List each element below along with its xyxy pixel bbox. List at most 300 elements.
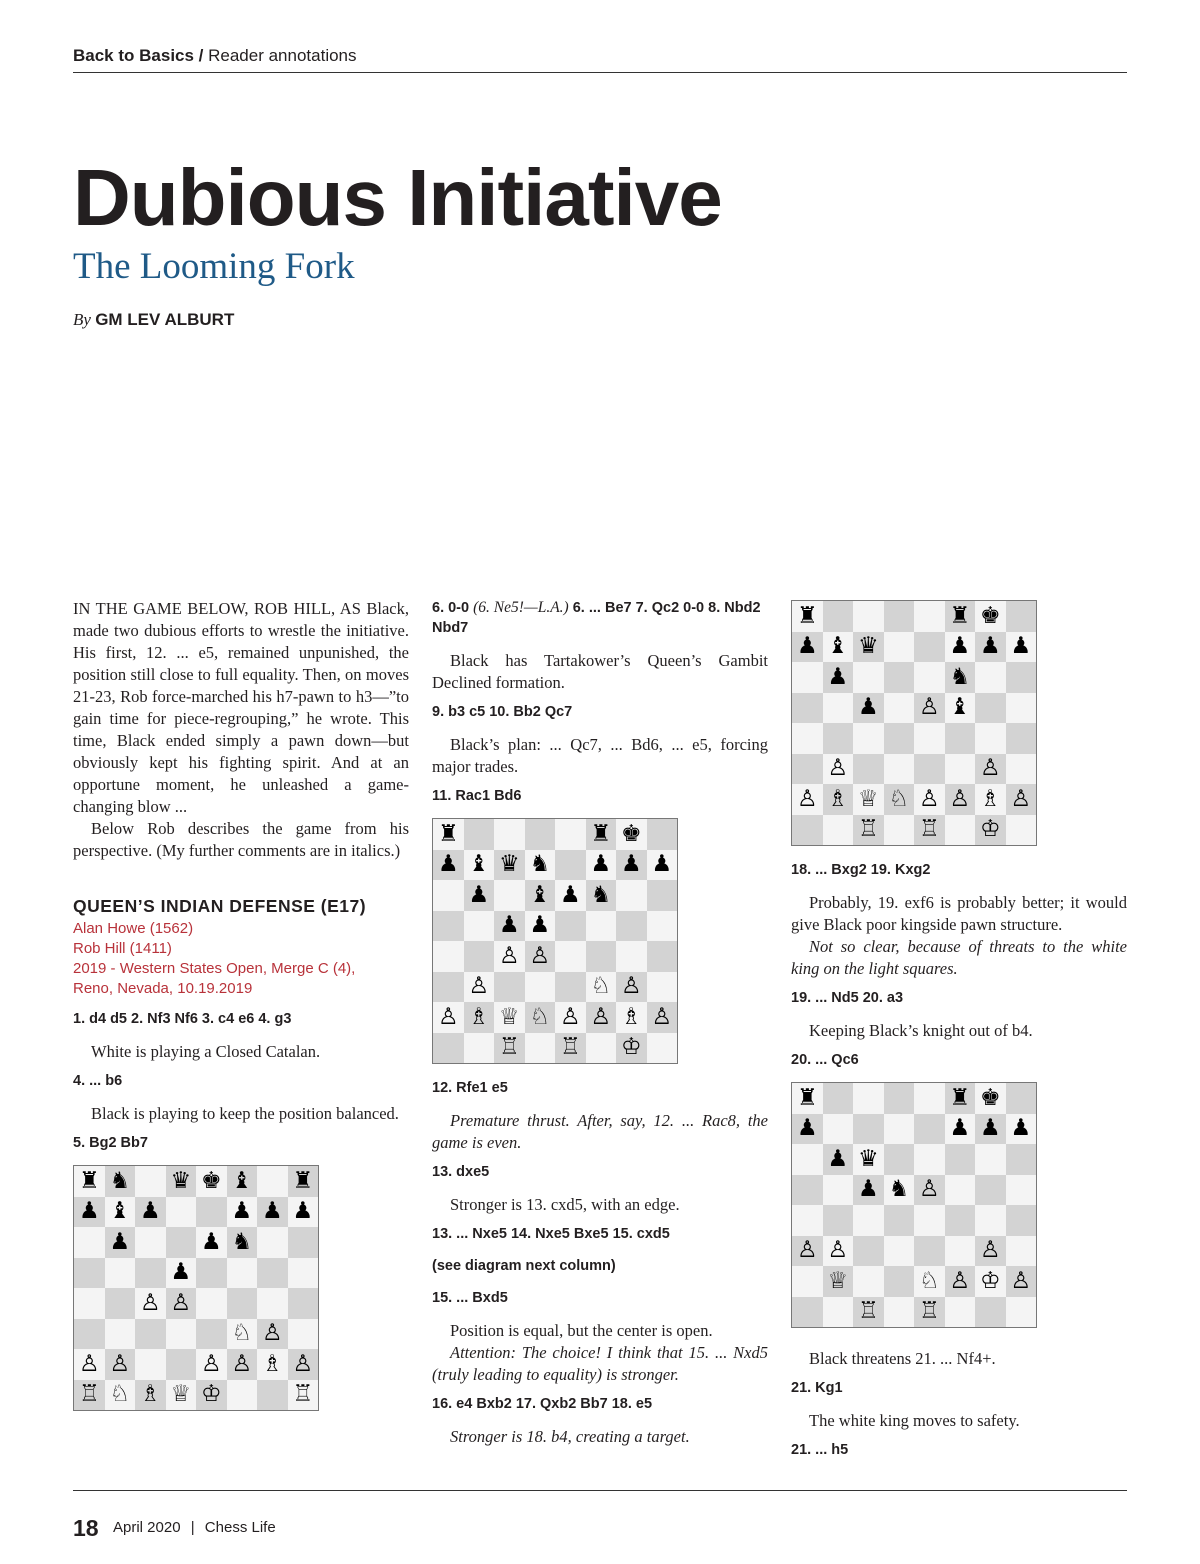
board-square <box>166 1349 197 1380</box>
board-square <box>914 1297 945 1328</box>
diagram-note: (see diagram next column) <box>432 1258 616 1274</box>
board-square <box>196 1349 227 1380</box>
white-pawn-icon: ♙ <box>1010 1267 1032 1294</box>
board-square <box>792 754 823 785</box>
white-pawn-icon: ♙ <box>590 1003 612 1030</box>
footer-separator: | <box>190 1519 195 1536</box>
board-square <box>1006 632 1037 663</box>
board-square <box>555 850 586 881</box>
black-pawn-icon: ♟ <box>139 1198 161 1225</box>
black-pawn-icon: ♟ <box>620 851 642 878</box>
board-square <box>975 1144 1006 1175</box>
black-pawn-icon: ♟ <box>949 633 971 660</box>
board-square <box>616 880 647 911</box>
white-knight-icon: ♘ <box>918 1267 940 1294</box>
black-rook-icon: ♜ <box>796 602 818 629</box>
black-pawn-icon: ♟ <box>827 1145 849 1172</box>
board-square <box>586 819 617 850</box>
board-square <box>945 723 976 754</box>
board-square <box>975 754 1006 785</box>
white-pawn-icon: ♙ <box>651 1003 673 1030</box>
move-text: 13. ... Nxe5 14. Nxe5 Bxe5 15. cxd5 <box>432 1226 670 1242</box>
column-2 <box>432 598 768 1448</box>
board-square <box>945 632 976 663</box>
board-square <box>1006 1236 1037 1267</box>
black-pawn-icon: ♟ <box>949 1115 971 1142</box>
move-text: 21. ... h5 <box>791 1442 849 1458</box>
board-square <box>884 723 915 754</box>
black-player: Rob Hill (1411) <box>73 940 172 957</box>
board-square <box>884 815 915 846</box>
board-square <box>823 754 854 785</box>
black-bishop-icon: ♝ <box>949 694 971 721</box>
board-square <box>494 911 525 942</box>
white-bishop-icon: ♗ <box>261 1350 283 1377</box>
column-3 <box>791 598 1127 1472</box>
board-square <box>433 972 464 1003</box>
board-square <box>525 911 556 942</box>
page-number: 18 <box>73 1515 99 1541</box>
byline <box>73 310 234 330</box>
board-square <box>288 1258 319 1289</box>
black-knight-icon: ♞ <box>888 1176 910 1203</box>
board-square <box>135 1380 166 1411</box>
footer-info <box>113 1519 276 1536</box>
board-square <box>945 1144 976 1175</box>
board-square <box>464 1002 495 1033</box>
white-pawn-icon: ♙ <box>918 785 940 812</box>
white-pawn-icon: ♙ <box>139 1289 161 1316</box>
board-square <box>257 1166 288 1197</box>
board-square <box>464 972 495 1003</box>
board-square <box>945 601 976 632</box>
white-bishop-icon: ♗ <box>468 1003 490 1030</box>
white-pawn-icon: ♙ <box>468 973 490 1000</box>
board-square <box>105 1166 136 1197</box>
annotation: Probably, 19. exf6 is probably better; it would give Black poor kingside pawn structure. <box>791 893 1127 934</box>
board-square <box>945 1114 976 1145</box>
black-pawn-icon: ♟ <box>78 1198 100 1225</box>
board-square <box>135 1258 166 1289</box>
board-square <box>792 632 823 663</box>
black-pawn-icon: ♟ <box>857 1176 879 1203</box>
board-square <box>74 1258 105 1289</box>
annotation: Not so clear, because of threats to the white king on the light squares. <box>791 937 1127 978</box>
white-king-icon: ♔ <box>620 1034 642 1061</box>
board-square <box>792 601 823 632</box>
board-square <box>884 693 915 724</box>
black-pawn-icon: ♟ <box>437 851 459 878</box>
board-square <box>884 1114 915 1145</box>
board-square <box>494 941 525 972</box>
board-square <box>616 1033 647 1064</box>
board-square <box>853 601 884 632</box>
board-square <box>464 1033 495 1064</box>
board-square <box>647 972 678 1003</box>
black-bishop-icon: ♝ <box>468 851 490 878</box>
board-square <box>1006 1114 1037 1145</box>
white-pawn-icon: ♙ <box>559 1003 581 1030</box>
board-square <box>525 941 556 972</box>
board-square <box>494 1033 525 1064</box>
white-bishop-icon: ♗ <box>827 785 849 812</box>
board-square <box>494 880 525 911</box>
board-square <box>792 723 823 754</box>
board-square <box>586 850 617 881</box>
board-square <box>823 1266 854 1297</box>
board-square <box>196 1380 227 1411</box>
board-square <box>166 1288 197 1319</box>
board-square <box>792 1297 823 1328</box>
board-square <box>494 972 525 1003</box>
chess-diagram <box>73 1165 319 1411</box>
board-square <box>433 819 464 850</box>
board-square <box>74 1319 105 1350</box>
board-square <box>792 784 823 815</box>
board-square <box>792 1236 823 1267</box>
board-square <box>227 1349 258 1380</box>
board-square <box>257 1258 288 1289</box>
black-king-icon: ♚ <box>979 1084 1001 1111</box>
black-pawn-icon: ♟ <box>292 1198 314 1225</box>
board-square <box>227 1166 258 1197</box>
black-pawn-icon: ♟ <box>1010 1115 1032 1142</box>
board-square <box>792 815 823 846</box>
black-rook-icon: ♜ <box>796 1084 818 1111</box>
board-square <box>555 819 586 850</box>
board-square <box>823 632 854 663</box>
game-info <box>73 919 409 999</box>
board-square <box>1006 662 1037 693</box>
event-name: 2019 - Western States Open, Merge C (4), <box>73 960 356 977</box>
board-square <box>288 1349 319 1380</box>
board-square <box>792 1266 823 1297</box>
board-square <box>853 662 884 693</box>
board-square <box>288 1288 319 1319</box>
intro-paragraph-2: Below Rob describes the game from his perspective. (My further comments are in italics.) <box>73 819 409 860</box>
board-square <box>853 815 884 846</box>
board-square <box>823 784 854 815</box>
board-square <box>975 662 1006 693</box>
white-bishop-icon: ♗ <box>979 785 1001 812</box>
move-text: 16. e4 Bxb2 17. Qxb2 Bb7 18. e5 <box>432 1396 653 1412</box>
board-square <box>792 1083 823 1114</box>
black-pawn-icon: ♟ <box>979 1115 1001 1142</box>
board-square <box>586 911 617 942</box>
white-pawn-icon: ♙ <box>292 1350 314 1377</box>
move-text: 4. ... b6 <box>73 1073 123 1089</box>
white-pawn-icon: ♙ <box>231 1350 253 1377</box>
board-square <box>433 1033 464 1064</box>
board-square <box>975 784 1006 815</box>
board-square <box>288 1166 319 1197</box>
board-square <box>975 723 1006 754</box>
board-square <box>586 941 617 972</box>
black-knight-icon: ♞ <box>529 851 551 878</box>
board-square <box>884 1236 915 1267</box>
board-square <box>823 1175 854 1206</box>
annotation: Stronger is 13. cxd5, with an edge. <box>450 1195 680 1214</box>
board-square <box>914 784 945 815</box>
board-square <box>792 1175 823 1206</box>
board-square <box>288 1227 319 1258</box>
board-square <box>884 784 915 815</box>
white-rook-icon: ♖ <box>857 1298 879 1325</box>
board-square <box>166 1227 197 1258</box>
black-pawn-icon: ♟ <box>590 851 612 878</box>
board-square <box>616 911 647 942</box>
black-pawn-icon: ♟ <box>200 1228 222 1255</box>
board-square <box>555 911 586 942</box>
board-square <box>616 819 647 850</box>
board-square <box>105 1319 136 1350</box>
board-square <box>945 784 976 815</box>
board-square <box>227 1227 258 1258</box>
black-rook-icon: ♜ <box>78 1167 100 1194</box>
board-square <box>464 911 495 942</box>
board-square <box>74 1197 105 1228</box>
board-square <box>792 662 823 693</box>
board-square <box>616 1002 647 1033</box>
board-square <box>555 941 586 972</box>
board-square <box>586 880 617 911</box>
board-square <box>823 693 854 724</box>
board-square <box>433 941 464 972</box>
move-text: 18. ... Bxg2 19. Kxg2 <box>791 862 931 878</box>
board-square <box>853 632 884 663</box>
board-square <box>257 1197 288 1228</box>
board-square <box>494 1002 525 1033</box>
board-square <box>884 754 915 785</box>
white-knight-icon: ♘ <box>888 785 910 812</box>
board-square <box>823 1236 854 1267</box>
board-square <box>1006 1297 1037 1328</box>
board-square <box>105 1380 136 1411</box>
board-square <box>494 850 525 881</box>
board-square <box>135 1319 166 1350</box>
board-square <box>792 1144 823 1175</box>
annotation: Premature thrust. After, say, 12. ... Rac8, the game is even. <box>432 1111 768 1152</box>
board-square <box>975 1266 1006 1297</box>
board-square <box>823 1205 854 1236</box>
white-bishop-icon: ♗ <box>620 1003 642 1030</box>
board-square <box>227 1319 258 1350</box>
board-square <box>433 850 464 881</box>
board-square <box>884 601 915 632</box>
board-square <box>853 1144 884 1175</box>
board-square <box>945 815 976 846</box>
board-square <box>823 815 854 846</box>
white-pawn-icon: ♙ <box>827 755 849 782</box>
board-square <box>945 662 976 693</box>
board-square <box>1006 1266 1037 1297</box>
board-square <box>975 1083 1006 1114</box>
board-square <box>135 1166 166 1197</box>
board-square <box>823 1114 854 1145</box>
board-square <box>853 1266 884 1297</box>
black-pawn-icon: ♟ <box>979 633 1001 660</box>
issue-date: April 2020 <box>113 1519 181 1536</box>
white-pawn-icon: ♙ <box>437 1003 459 1030</box>
board-square <box>288 1319 319 1350</box>
article-subtitle: The Looming Fork <box>73 246 355 287</box>
board-square <box>525 819 556 850</box>
board-square <box>823 1083 854 1114</box>
section-name: Back to Basics <box>73 46 194 65</box>
board-square <box>823 1144 854 1175</box>
magazine-name: Chess Life <box>204 1519 276 1536</box>
board-square <box>555 1002 586 1033</box>
board-square <box>1006 754 1037 785</box>
move-text: 13. dxe5 <box>432 1164 490 1180</box>
board-square <box>105 1227 136 1258</box>
black-rook-icon: ♜ <box>437 820 459 847</box>
board-square <box>914 754 945 785</box>
white-knight-icon: ♘ <box>231 1320 253 1347</box>
board-square <box>975 1175 1006 1206</box>
board-square <box>196 1227 227 1258</box>
white-rook-icon: ♖ <box>292 1381 314 1408</box>
white-pawn-icon: ♙ <box>918 1176 940 1203</box>
board-square <box>914 1144 945 1175</box>
black-pawn-icon: ♟ <box>1010 633 1032 660</box>
black-knight-icon: ♞ <box>109 1167 131 1194</box>
board-square <box>166 1166 197 1197</box>
board-square <box>227 1288 258 1319</box>
black-rook-icon: ♜ <box>949 1084 971 1111</box>
board-square <box>257 1227 288 1258</box>
board-square <box>525 972 556 1003</box>
board-square <box>823 662 854 693</box>
board-square <box>792 693 823 724</box>
white-pawn-icon: ♙ <box>979 1237 1001 1264</box>
black-queen-icon: ♛ <box>857 633 879 660</box>
board-square <box>1006 1205 1037 1236</box>
white-pawn-icon: ♙ <box>979 755 1001 782</box>
black-rook-icon: ♜ <box>292 1167 314 1194</box>
board-square <box>616 972 647 1003</box>
black-pawn-icon: ♟ <box>796 1115 818 1142</box>
black-knight-icon: ♞ <box>590 881 612 908</box>
board-square <box>914 1114 945 1145</box>
board-square <box>555 972 586 1003</box>
board-square <box>945 1175 976 1206</box>
board-square <box>884 1144 915 1175</box>
board-square <box>1006 723 1037 754</box>
white-queen-icon: ♕ <box>498 1003 520 1030</box>
board-square <box>433 911 464 942</box>
board-square <box>647 819 678 850</box>
move-text: 21. Kg1 <box>791 1380 843 1396</box>
board-square <box>616 941 647 972</box>
board-square <box>196 1197 227 1228</box>
board-square <box>914 723 945 754</box>
move-text: 11. Rac1 Bd6 <box>432 788 522 804</box>
board-square <box>884 632 915 663</box>
board-square <box>853 723 884 754</box>
board-square <box>853 1236 884 1267</box>
board-square <box>945 1266 976 1297</box>
board-square <box>823 1297 854 1328</box>
white-pawn-icon: ♙ <box>78 1350 100 1377</box>
board-square <box>586 972 617 1003</box>
board-square <box>616 850 647 881</box>
board-square <box>166 1258 197 1289</box>
white-pawn-icon: ♙ <box>498 942 520 969</box>
black-king-icon: ♚ <box>200 1167 222 1194</box>
white-queen-icon: ♕ <box>857 785 879 812</box>
annotation: Black is playing to keep the position balanced. <box>91 1104 399 1123</box>
white-king-icon: ♔ <box>200 1381 222 1408</box>
black-rook-icon: ♜ <box>949 602 971 629</box>
board-square <box>914 693 945 724</box>
move-text: 12. Rfe1 e5 <box>432 1080 508 1096</box>
column-1 <box>73 598 409 1425</box>
board-square <box>135 1349 166 1380</box>
white-rook-icon: ♖ <box>78 1381 100 1408</box>
board-square <box>914 1175 945 1206</box>
board-square <box>884 1205 915 1236</box>
intro-paragraph: IN THE GAME BELOW, ROB HILL, AS Black, made two dubious efforts to wrestle the initiative. His first, 12. ... e5, remained unpunished, the position still close to full equality. Then, on moves 21-23, Rob force-marched his h7-pawn to h3—”to gain time for piece-regrouping,” he wrote. This time, Black ended simply a pawn down—but obviously kept his fighting spirit. And at an opportune moment, he unleashed a game-changing blow ... <box>73 599 409 816</box>
board-square <box>853 1205 884 1236</box>
board-square <box>74 1288 105 1319</box>
black-queen-icon: ♛ <box>170 1167 192 1194</box>
header-separator: / <box>193 46 209 65</box>
board-square <box>792 1205 823 1236</box>
annotation: Keeping Black’s knight out of b4. <box>809 1021 1033 1040</box>
board-square <box>975 1236 1006 1267</box>
annotation: White is playing a Closed Catalan. <box>91 1042 321 1061</box>
move-text-part: 6. ... Be7 7. Qc2 0-0 8. Nbd2 Nbd7 <box>432 600 761 636</box>
board-square <box>464 850 495 881</box>
board-square <box>288 1380 319 1411</box>
annotation: Black threatens 21. ... Nf4+. <box>809 1349 996 1368</box>
board-square <box>257 1349 288 1380</box>
black-pawn-icon: ♟ <box>651 851 673 878</box>
black-king-icon: ♚ <box>620 820 642 847</box>
board-square <box>884 1266 915 1297</box>
byline-by: By <box>73 310 91 329</box>
white-player: Alan Howe (1562) <box>73 920 194 937</box>
white-rook-icon: ♖ <box>857 816 879 843</box>
black-pawn-icon: ♟ <box>170 1259 192 1286</box>
white-rook-icon: ♖ <box>918 1298 940 1325</box>
black-pawn-icon: ♟ <box>231 1198 253 1225</box>
black-pawn-icon: ♟ <box>261 1198 283 1225</box>
black-bishop-icon: ♝ <box>109 1198 131 1225</box>
board-square <box>945 1205 976 1236</box>
white-pawn-icon: ♙ <box>918 694 940 721</box>
byline-author: GM LEV ALBURT <box>95 310 235 329</box>
board-square <box>914 1083 945 1114</box>
white-rook-icon: ♖ <box>559 1034 581 1061</box>
page-footer <box>73 1490 1127 1541</box>
black-bishop-icon: ♝ <box>231 1167 253 1194</box>
chess-diagram <box>791 600 1037 846</box>
white-pawn-icon: ♙ <box>620 973 642 1000</box>
white-rook-icon: ♖ <box>498 1034 520 1061</box>
board-square <box>975 1205 1006 1236</box>
board-square <box>135 1288 166 1319</box>
board-square <box>525 1002 556 1033</box>
black-rook-icon: ♜ <box>590 820 612 847</box>
white-bishop-icon: ♗ <box>139 1381 161 1408</box>
white-knight-icon: ♘ <box>109 1381 131 1408</box>
board-square <box>74 1227 105 1258</box>
running-header <box>73 46 1127 73</box>
move-text-part: 6. 0-0 <box>432 600 470 616</box>
board-square <box>105 1197 136 1228</box>
